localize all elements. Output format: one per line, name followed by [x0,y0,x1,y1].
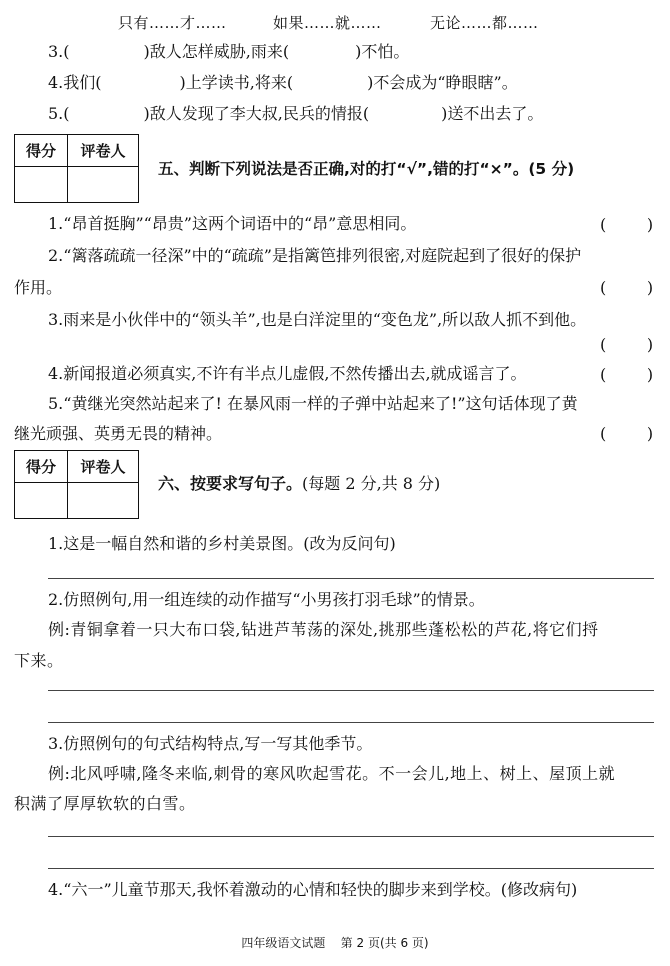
answer-paren-5[interactable]: ( ) [600,424,654,443]
fill-in-item-4: 4.我们( )上学读书,将来( )不会成为“睁眼瞎”。 [48,73,518,92]
judge-item-3: 3.雨来是小伙伴中的“领头羊”,也是白洋淀里的“变色龙”,所以敌人抓不到他。 [48,310,587,329]
fill-in-item-3: 3.( )敌人怎样威胁,雨来( )不怕。 [48,42,410,61]
score-box [14,134,139,203]
grader-label: 评卷人 [68,451,139,483]
fill-in-item-5: 5.( )敌人发现了李大叔,民兵的情报( )送不出去了。 [48,104,544,123]
score-box [14,450,139,519]
answer-line[interactable] [48,690,654,691]
answer-paren-4[interactable]: ( ) [600,365,654,384]
section-6-title: 六、按要求写句子。(每题 2 分,共 8 分) [158,474,441,493]
answer-paren-2[interactable]: ( ) [600,278,654,297]
example-6-3: 例:北风呼啸,隆冬来临,刺骨的寒风吹起雪花。不一会儿,地上、树上、屋顶上就 [48,764,616,783]
score-label: 得分 [15,135,68,167]
answer-paren-3[interactable]: ( ) [600,335,654,354]
question-6-4: 4.“六一”儿童节那天,我怀着激动的心情和轻快的脚步来到学校。(修改病句) [48,880,578,899]
question-6-2: 2.仿照例句,用一组连续的动作描写“小男孩打羽毛球”的情景。 [48,590,485,609]
answer-line[interactable] [48,722,654,723]
conjunction-option-2: 如果……就…… [273,14,382,32]
judge-item-1: 1.“昂首挺胸”“昂贵”这两个词语中的“昂”意思相同。 [48,214,417,233]
page-footer: 四年级语文试题 第 2 页(共 6 页) [241,936,429,950]
conjunction-option-3: 无论……都…… [430,14,539,32]
score-cell[interactable] [15,483,68,519]
section-5-title: 五、判断下列说法是否正确,对的打“√”,错的打“×”。(5 分) [158,160,575,178]
grader-label: 评卷人 [68,135,139,167]
answer-line[interactable] [48,836,654,837]
score-cell[interactable] [15,167,68,203]
answer-paren-1[interactable]: ( ) [600,215,654,234]
grader-cell[interactable] [68,167,139,203]
judge-item-5-cont: 继光顽强、英勇无畏的精神。 [14,424,223,443]
score-label: 得分 [15,451,68,483]
answer-line[interactable] [48,578,654,579]
grader-cell[interactable] [68,483,139,519]
example-6-2-cont: 下来。 [14,651,64,670]
answer-line[interactable] [48,868,654,869]
judge-item-4: 4.新闻报道必须真实,不许有半点儿虚假,不然传播出去,就成谣言了。 [48,364,527,383]
example-6-2: 例:青铜拿着一只大布口袋,钻进芦苇荡的深处,挑那些蓬松松的芦花,将它们捋 [48,620,599,639]
question-6-1: 1.这是一幅自然和谐的乡村美景图。(改为反问句) [48,534,396,553]
example-6-3-cont: 积满了厚厚软软的白雪。 [14,794,196,813]
question-6-3: 3.仿照例句的句式结构特点,写一写其他季节。 [48,734,373,753]
conjunction-option-1: 只有……才…… [118,14,227,32]
judge-item-5: 5.“黄继光突然站起来了! 在暴风雨一样的子弹中站起来了!”这句话体现了黄 [48,394,578,413]
judge-item-2-cont: 作用。 [14,278,63,297]
judge-item-2: 2.“篱落疏疏一径深”中的“疏疏”是指篱笆排列很密,对庭院起到了很好的保护 [48,246,582,265]
